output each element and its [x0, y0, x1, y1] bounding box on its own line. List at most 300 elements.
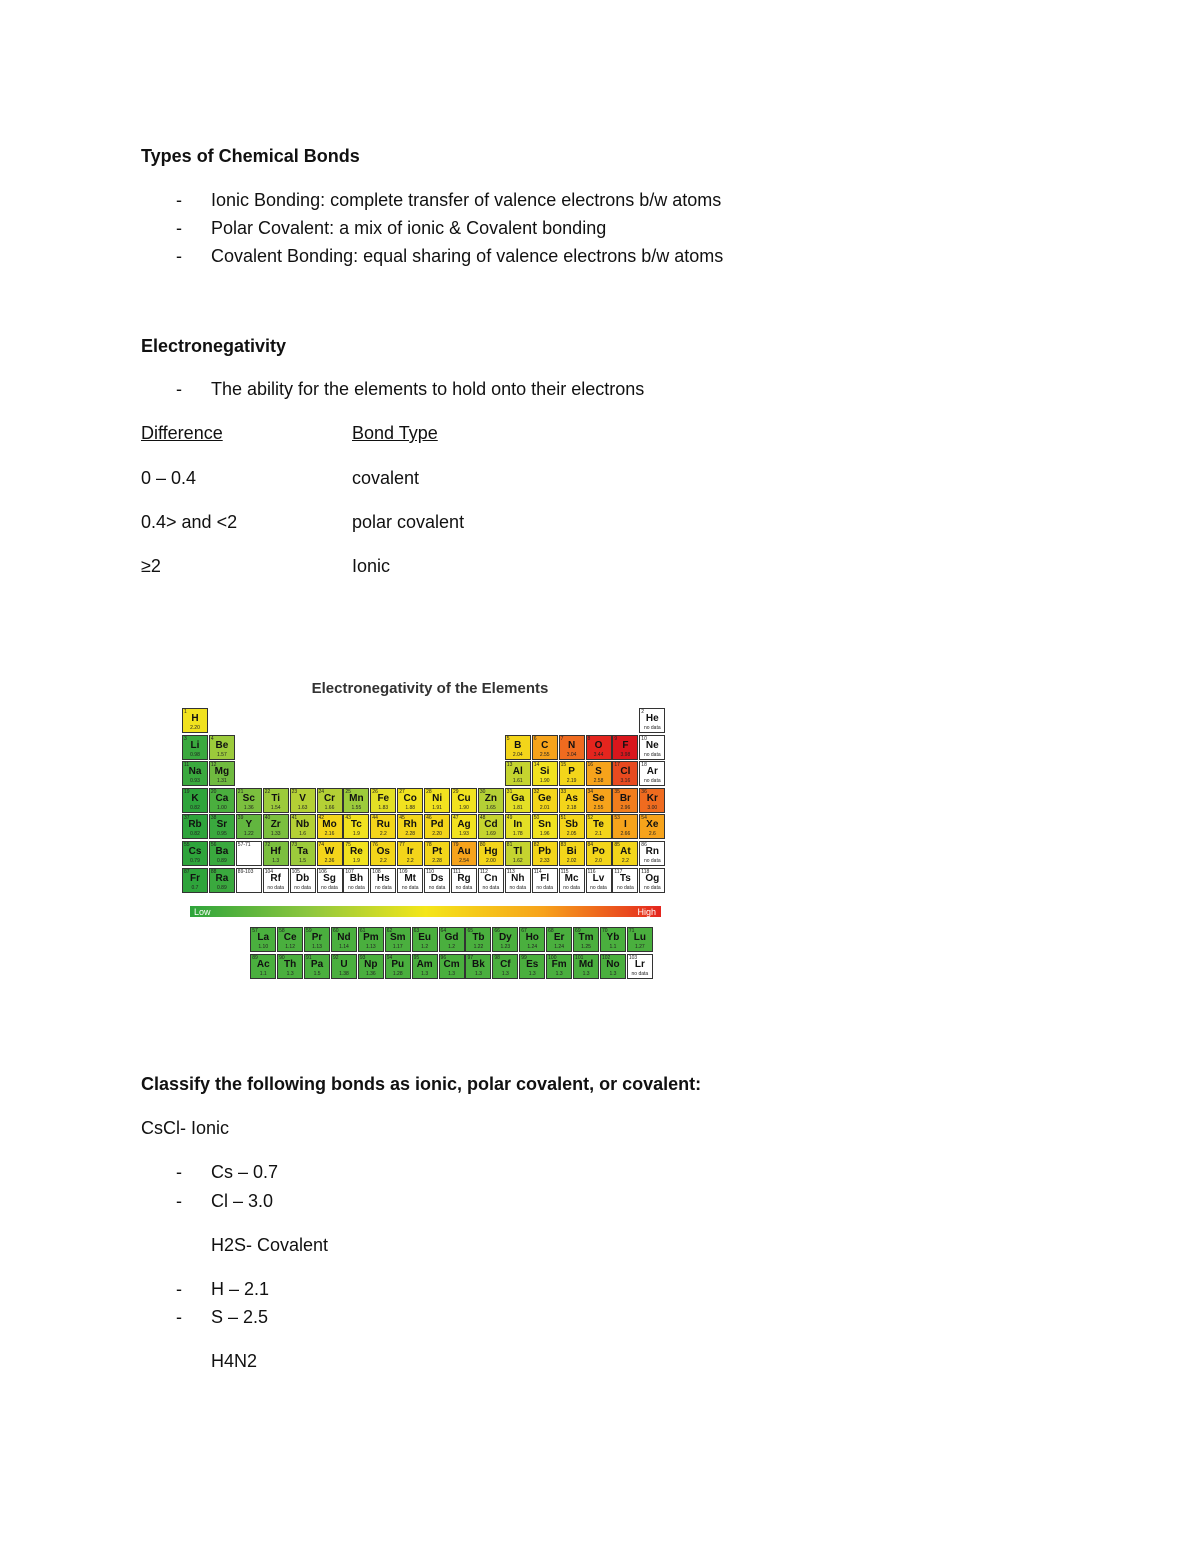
- electronegativity-value: 1.3: [582, 970, 590, 977]
- element-cell: [182, 735, 208, 760]
- electronegativity-value: 1.28: [392, 970, 403, 977]
- element-cell: [317, 868, 343, 893]
- element-cell: [370, 788, 396, 813]
- element-symbol: Cf: [500, 958, 511, 970]
- atomic-number: 107: [345, 868, 354, 875]
- element-cell: [209, 761, 235, 786]
- s-value: S – 2.5: [211, 1307, 269, 1327]
- element-cell: [317, 788, 343, 813]
- electronegativity-value: 1.12: [285, 944, 295, 950]
- element-cell: [573, 927, 599, 952]
- element-symbol: Ho: [525, 932, 539, 943]
- electronegativity-heading: Electronegativity: [141, 336, 287, 356]
- electronegativity-value: 1.00: [217, 804, 227, 811]
- atomic-number: 83: [560, 842, 567, 848]
- atomic-number: 59: [306, 928, 312, 934]
- element-symbol: Ba: [215, 846, 229, 857]
- electronegativity-value: 0.93: [190, 778, 200, 785]
- atomic-number: 29: [453, 788, 459, 795]
- element-symbol: Sr: [216, 819, 228, 831]
- electronegativity-value: 3.04: [566, 751, 577, 758]
- atomic-number: 81: [506, 842, 513, 848]
- element-symbol: Ce: [283, 932, 297, 943]
- atomic-number: 47: [453, 815, 459, 822]
- element-symbol: Rf: [270, 872, 281, 884]
- element-symbol: Y: [245, 819, 253, 831]
- electronegativity-value: 1.33: [270, 831, 281, 838]
- element-cell: [639, 761, 665, 786]
- types-heading: Types of Chemical Bonds: [141, 146, 360, 166]
- electronegativity-value: 1.17: [392, 944, 403, 950]
- atomic-number: 99: [521, 954, 527, 961]
- electronegativity-value: 1.14: [339, 944, 349, 950]
- element-cell: [546, 927, 572, 952]
- electronegativity-value: 1.78: [512, 831, 523, 838]
- atomic-number: 35: [614, 788, 620, 795]
- element-cell: [478, 868, 504, 893]
- element-symbol: Sg: [323, 872, 336, 884]
- electronegativity-value: 2.01: [539, 804, 550, 811]
- atomic-number: 57: [252, 928, 258, 934]
- legend-gradient-bar: [190, 906, 661, 917]
- element-symbol: Au: [457, 846, 471, 857]
- element-cell: [343, 841, 369, 866]
- element-cell: [236, 868, 262, 893]
- atomic-number: 10: [641, 735, 647, 742]
- atomic-number: 57-71: [237, 842, 251, 848]
- element-cell: [600, 954, 626, 979]
- atomic-number: 58: [279, 928, 285, 934]
- element-symbol: B: [514, 739, 522, 751]
- electronegativity-value: 2.28: [405, 831, 416, 838]
- electronegativity-value: 1.36: [365, 970, 376, 977]
- element-cell: [263, 814, 289, 839]
- electronegativity-value: 0.98: [190, 751, 200, 758]
- electronegativity-value: 2.28: [432, 858, 442, 864]
- difference-value: 0.4> and <2: [141, 512, 238, 532]
- element-symbol: Nh: [511, 872, 525, 884]
- element-symbol: Ti: [271, 792, 281, 804]
- element-symbol: Cm: [443, 958, 460, 970]
- element-symbol: Ca: [215, 792, 229, 804]
- element-cell: [451, 788, 477, 813]
- electronegativity-value: no data: [590, 884, 607, 891]
- element-cell: [573, 954, 599, 979]
- electronegativity-value: no data: [536, 884, 554, 891]
- atomic-number: 109: [399, 868, 408, 875]
- atomic-number: 89: [252, 954, 258, 961]
- electronegativity-value: 1.27: [634, 944, 645, 950]
- atomic-number: 40: [264, 815, 271, 822]
- atomic-number: 19: [184, 788, 190, 795]
- electronegativity-value: 1.38: [339, 970, 349, 977]
- element-symbol: Si: [539, 766, 550, 778]
- electronegativity-value: no data: [374, 884, 392, 891]
- element-symbol: S: [595, 766, 602, 778]
- atomic-number: 70: [601, 928, 608, 934]
- electronegativity-value: 1.3: [609, 970, 617, 977]
- atomic-number: 64: [440, 928, 447, 934]
- element-symbol: Hg: [484, 846, 498, 857]
- element-symbol: Mn: [349, 792, 364, 804]
- electronegativity-value: 2.04: [512, 751, 523, 758]
- atomic-number: 114: [533, 868, 542, 875]
- electronegativity-value: no data: [643, 751, 661, 758]
- element-symbol: Os: [376, 846, 390, 857]
- element-symbol: O: [594, 739, 603, 751]
- element-symbol: Cu: [457, 792, 471, 804]
- atomic-number: 71: [628, 928, 635, 934]
- element-cell: [370, 868, 396, 893]
- electronegativity-value: 1.3: [421, 970, 429, 977]
- atomic-number: 27: [399, 788, 405, 795]
- element-symbol: Rn: [645, 846, 659, 857]
- element-cell: [451, 841, 477, 866]
- element-cell: [209, 788, 235, 813]
- element-cell: [505, 761, 531, 786]
- atomic-number: 49: [506, 815, 513, 822]
- atomic-number: 75: [345, 842, 351, 848]
- atomic-number: 112: [479, 868, 488, 875]
- element-symbol: Pd: [430, 819, 444, 831]
- atomic-number: 31: [506, 788, 513, 795]
- atomic-number: 44: [372, 815, 378, 822]
- element-cell: [209, 841, 235, 866]
- atomic-number: 62: [386, 928, 393, 934]
- difference-value: ≥2: [141, 556, 161, 576]
- element-cell: [290, 788, 316, 813]
- atomic-number: 91: [306, 954, 312, 961]
- bullet-dash: -: [176, 1162, 182, 1182]
- electronegativity-value: 1.69: [486, 831, 496, 838]
- atomic-number: 12: [210, 762, 217, 769]
- bullet-dash: -: [176, 246, 182, 266]
- electronegativity-value: 0.82: [190, 804, 200, 811]
- atomic-number: 67: [521, 928, 527, 934]
- bullet-dash: -: [176, 190, 182, 210]
- element-cell: [317, 814, 343, 839]
- atomic-number: 53: [614, 815, 620, 822]
- atomic-number: 52: [587, 815, 594, 822]
- atomic-number: 1: [184, 709, 187, 715]
- element-cell: [331, 954, 357, 979]
- element-cell: [586, 735, 612, 760]
- element-symbol: La: [257, 932, 270, 943]
- atomic-number: 74: [318, 842, 325, 848]
- element-symbol: Rg: [457, 872, 471, 884]
- element-symbol: Es: [526, 958, 539, 970]
- element-symbol: Mt: [404, 872, 417, 884]
- atomic-number: 85: [614, 842, 620, 848]
- element-cell: [532, 735, 558, 760]
- atomic-number: 23: [291, 788, 298, 795]
- element-symbol: Fm: [551, 958, 567, 970]
- element-symbol: Li: [190, 739, 200, 751]
- element-symbol: Fl: [540, 872, 550, 884]
- atomic-number: 9: [614, 735, 618, 742]
- h-value: H – 2.1: [211, 1279, 270, 1299]
- electronegativity-value: 1.2: [421, 944, 429, 950]
- element-cell: [277, 927, 303, 952]
- element-symbol: Ni: [432, 792, 443, 804]
- atomic-number: 17: [614, 762, 620, 769]
- bullet-dash: -: [176, 218, 182, 238]
- legend-low-label: Low: [194, 907, 211, 917]
- element-cell: [532, 788, 558, 813]
- electronegativity-value: 1.3: [528, 970, 536, 977]
- atomic-number: 93: [359, 954, 366, 961]
- atomic-number: 2: [641, 709, 645, 715]
- bond-type-column-header: Bond Type: [352, 423, 438, 443]
- electronegativity-value: 1.61: [512, 778, 523, 785]
- element-symbol: Cr: [323, 792, 336, 804]
- atomic-number: 46: [426, 815, 432, 822]
- element-cell: [290, 841, 316, 866]
- element-symbol: P: [568, 766, 575, 778]
- figure-title: Electronegativity of the Elements: [311, 680, 549, 697]
- element-cell: [612, 868, 638, 893]
- atomic-number: 68: [548, 928, 554, 934]
- element-symbol: Nb: [295, 819, 310, 831]
- electronegativity-value: 2.02: [566, 858, 577, 864]
- atomic-number: 84: [587, 842, 594, 848]
- atomic-number: 110: [426, 868, 435, 875]
- bullet-dash: -: [176, 1307, 182, 1327]
- electronegativity-value: 1.36: [243, 804, 254, 811]
- atomic-number: 3: [184, 735, 187, 742]
- electronegativity-value: 2.2: [621, 858, 629, 864]
- atomic-number: 79: [453, 842, 459, 848]
- cs-value: Cs – 0.7: [211, 1162, 279, 1182]
- atomic-number: 4: [210, 735, 214, 742]
- electronegativity-value: 1.25: [581, 944, 591, 950]
- element-cell: [439, 927, 465, 952]
- element-cell: [465, 954, 491, 979]
- element-symbol: Md: [578, 958, 594, 970]
- element-symbol: Ag: [457, 819, 471, 831]
- atomic-number: 115: [560, 868, 569, 875]
- atomic-number: 42: [318, 815, 325, 822]
- electronegativity-value: 1.3: [272, 858, 280, 864]
- element-symbol: Gd: [444, 932, 459, 943]
- electronegativity-value: 1.93: [459, 831, 469, 838]
- element-cell: [478, 788, 504, 813]
- element-symbol: Cd: [484, 819, 498, 831]
- atomic-number: 105: [291, 868, 300, 875]
- element-cell: [182, 761, 208, 786]
- electronegativity-value: 1.22: [243, 831, 254, 838]
- element-cell: [236, 788, 262, 813]
- atomic-number: 108: [372, 868, 381, 875]
- atomic-number: 117: [614, 868, 623, 875]
- element-symbol: Al: [512, 766, 523, 778]
- element-cell: [397, 868, 423, 893]
- element-symbol: Pa: [310, 958, 324, 970]
- electronegativity-value: 3.00: [647, 804, 658, 811]
- atomic-number: 55: [184, 842, 190, 848]
- atomic-number: 37: [184, 815, 190, 822]
- electronegativity-value: 1.55: [351, 804, 362, 811]
- element-cell: [343, 788, 369, 813]
- bullet-dash: -: [176, 379, 182, 399]
- element-symbol: Pr: [311, 932, 323, 943]
- electronegativity-value: 2.96: [620, 804, 631, 811]
- element-cell: [532, 868, 558, 893]
- element-symbol: C: [541, 739, 549, 751]
- cl-value: Cl – 3.0: [211, 1191, 274, 1211]
- element-symbol: Og: [645, 872, 660, 884]
- element-cell: [424, 788, 450, 813]
- element-cell: [532, 814, 558, 839]
- element-symbol: Lu: [633, 932, 646, 943]
- atomic-number: 28: [426, 788, 432, 795]
- atomic-number: 56: [210, 842, 217, 848]
- element-symbol: V: [299, 792, 306, 804]
- electronegativity-value: 1.24: [554, 944, 564, 950]
- element-cell: [250, 927, 276, 952]
- atomic-number: 76: [372, 842, 378, 848]
- atomic-number: 69: [575, 928, 581, 934]
- atomic-number: 60: [332, 928, 339, 934]
- electronegativity-value: 2.18: [566, 804, 577, 811]
- element-cell: [639, 735, 665, 760]
- atomic-number: 94: [386, 954, 393, 961]
- element-cell: [424, 814, 450, 839]
- element-symbol: Ru: [376, 819, 390, 831]
- classify-item-h2s: H2S- Covalent: [211, 1235, 329, 1255]
- element-cell: [263, 868, 289, 893]
- electronegativity-value: 3.16: [620, 778, 631, 785]
- electronegativity-value: 3.98: [620, 751, 631, 758]
- atomic-number: 113: [506, 868, 515, 875]
- element-cell: [358, 927, 384, 952]
- element-symbol: Zn: [484, 792, 497, 804]
- element-cell: [412, 927, 438, 952]
- atomic-number: 92: [332, 954, 339, 961]
- element-cell: [182, 841, 208, 866]
- atomic-number: 21: [237, 788, 244, 795]
- element-symbol: Rb: [188, 819, 202, 831]
- element-symbol: Ar: [646, 766, 658, 778]
- electronegativity-value: 0.82: [190, 831, 200, 838]
- electronegativity-value: 1.90: [539, 778, 550, 785]
- element-symbol: Ra: [215, 872, 229, 884]
- atomic-number: 51: [560, 815, 567, 822]
- element-symbol: Am: [416, 958, 433, 970]
- electronegativity-value: 1.13: [365, 944, 376, 950]
- element-symbol: No: [606, 958, 620, 970]
- element-symbol: Ge: [538, 792, 552, 804]
- element-cell: [519, 927, 545, 952]
- difference-column-header: Difference: [141, 423, 223, 443]
- electronegativity-value: no data: [428, 884, 446, 891]
- electronegativity-value: 2.55: [593, 804, 604, 811]
- element-symbol: Na: [188, 766, 202, 778]
- atomic-number: 20: [210, 788, 217, 795]
- element-symbol: Dy: [498, 932, 512, 943]
- element-symbol: Po: [592, 846, 605, 857]
- element-cell: [182, 814, 208, 839]
- electronegativity-value: no data: [631, 970, 649, 977]
- atomic-number: 50: [533, 815, 540, 822]
- atomic-number: 104: [264, 868, 274, 875]
- atomic-number: 39: [237, 815, 244, 822]
- element-symbol: Ne: [645, 739, 659, 751]
- atomic-number: 7: [560, 735, 564, 742]
- atomic-number: 80: [479, 842, 486, 848]
- element-symbol: Be: [215, 739, 229, 751]
- electronegativity-value: 2.05: [566, 831, 577, 838]
- atomic-number: 13: [506, 762, 513, 769]
- electronegativity-periodic-table: [170, 640, 690, 1030]
- electronegativity-value: 1.91: [432, 804, 442, 811]
- element-symbol: Se: [592, 792, 605, 804]
- element-symbol: F: [622, 739, 629, 751]
- atomic-number: 11: [184, 762, 190, 769]
- atomic-number: 30: [479, 788, 486, 795]
- electronegativity-value: 2.2: [379, 858, 387, 864]
- electronegativity-value: 1.5: [313, 970, 321, 977]
- electronegativity-value: 2.55: [539, 751, 550, 758]
- element-cell: [290, 814, 316, 839]
- element-symbol: Bi: [566, 846, 577, 857]
- element-cell: [451, 868, 477, 893]
- element-symbol: Hf: [270, 846, 281, 857]
- atomic-number: 63: [413, 928, 420, 934]
- element-cell: [559, 841, 585, 866]
- electronegativity-value: 2.20: [432, 831, 442, 838]
- element-cell: [209, 814, 235, 839]
- element-cell: [331, 927, 357, 952]
- atomic-number: 54: [641, 815, 647, 822]
- atomic-number: 98: [494, 954, 500, 961]
- atomic-number: 97: [467, 954, 473, 961]
- atomic-number: 72: [264, 842, 271, 848]
- classify-item-cscl: CsCl- Ionic: [141, 1118, 230, 1138]
- element-cell: [519, 954, 545, 979]
- electronegativity-definition: The ability for the elements to hold onto their electrons: [211, 379, 645, 399]
- atomic-number: 24: [318, 788, 325, 795]
- element-symbol: Tl: [513, 846, 523, 857]
- element-symbol: Mc: [564, 872, 579, 884]
- element-symbol: Lr: [634, 958, 645, 970]
- element-symbol: U: [340, 958, 348, 970]
- atomic-number: 118: [641, 868, 650, 875]
- element-cell: [505, 868, 531, 893]
- electronegativity-value: 1.3: [474, 970, 482, 977]
- electronegativity-value: 1.57: [217, 751, 227, 758]
- electronegativity-value: 1.88: [405, 804, 416, 811]
- atomic-number: 111: [453, 868, 461, 875]
- electronegativity-value: 1.1: [259, 970, 267, 977]
- element-symbol: Ac: [256, 958, 270, 970]
- element-cell: [612, 841, 638, 866]
- electronegativity-value: no data: [643, 858, 661, 864]
- atomic-number: 65: [467, 928, 473, 934]
- element-symbol: He: [645, 713, 659, 724]
- electronegativity-value: 2.0: [595, 858, 602, 864]
- element-symbol: K: [191, 792, 199, 804]
- electronegativity-value: 3.44: [593, 751, 604, 758]
- element-cell: [304, 954, 330, 979]
- electronegativity-value: 2.19: [566, 778, 577, 785]
- element-cell: [236, 814, 262, 839]
- element-cell: [559, 814, 585, 839]
- element-symbol: Sm: [389, 932, 406, 943]
- element-cell: [304, 927, 330, 952]
- element-symbol: Nd: [337, 932, 351, 943]
- electronegativity-value: no data: [617, 884, 634, 891]
